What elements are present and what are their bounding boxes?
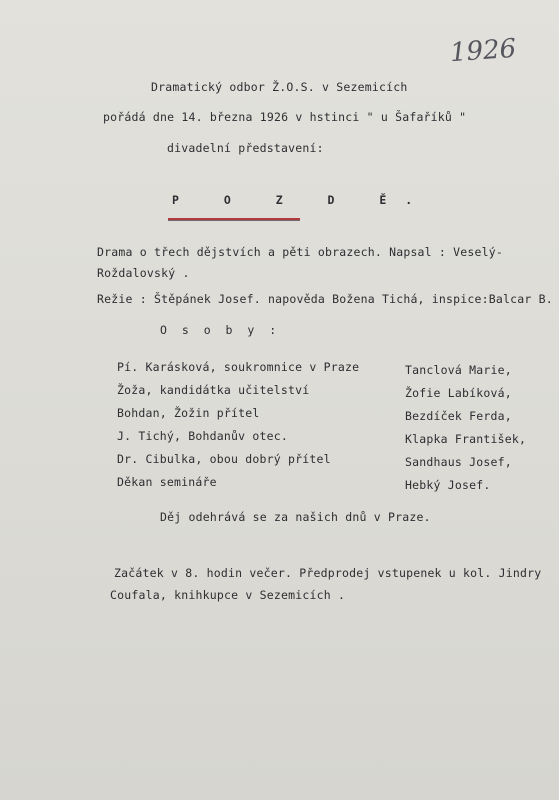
handwritten-year: 1926 [449, 33, 518, 69]
title-underline [168, 218, 300, 221]
cast-role: Bohdan, Žožin přítel [117, 406, 260, 420]
cast-role: J. Tichý, Bohdanův otec. [117, 429, 288, 443]
header-line-1: Dramatický odbor Ž.O.S. v Sezemicích [151, 80, 408, 94]
cast-heading: O s o b y : [160, 323, 281, 337]
cast-role: Pí. Karásková, soukromnice v Praze [117, 360, 360, 374]
description-line-3: Režie : Štěpánek Josef. napověda Božena Tichá, inspice:Balcar B. [97, 292, 553, 306]
setting-text: Děj odehrává se za našich dnů v Praze. [160, 510, 431, 524]
description-line-1: Drama o třech dějstvích a pěti obrazech. Napsal : Veselý- [97, 245, 504, 259]
cast-actor: Hebký Josef. [405, 478, 491, 492]
cast-role: Dr. Cibulka, obou dobrý přítel [117, 452, 331, 466]
cast-actor: Bezdíček Ferda, [405, 409, 512, 423]
cast-role: Děkan semináře [117, 475, 217, 489]
play-title: P O Z D Ě. [172, 193, 432, 207]
description-line-2: Roždalovský . [97, 266, 190, 280]
cast-actor: Sandhaus Josef, [405, 455, 512, 469]
cast-actor: Klapka František, [405, 432, 527, 446]
cast-actor: Tanclová Marie, [405, 363, 512, 377]
cast-actor: Žofie Labíková, [405, 386, 512, 400]
cast-role: Žoža, kandidátka učitelství [117, 383, 310, 397]
footer-line-2: Coufala, knihkupce v Sezemicích . [110, 588, 346, 602]
header-line-3: divadelní představení: [167, 141, 324, 155]
header-line-2: pořádá dne 14. března 1926 v hstinci " u Šafaříků " [103, 110, 467, 124]
footer-line-1: Začátek v 8. hodin večer. Předprodej vstupenek u kol. Jindry [114, 566, 542, 580]
